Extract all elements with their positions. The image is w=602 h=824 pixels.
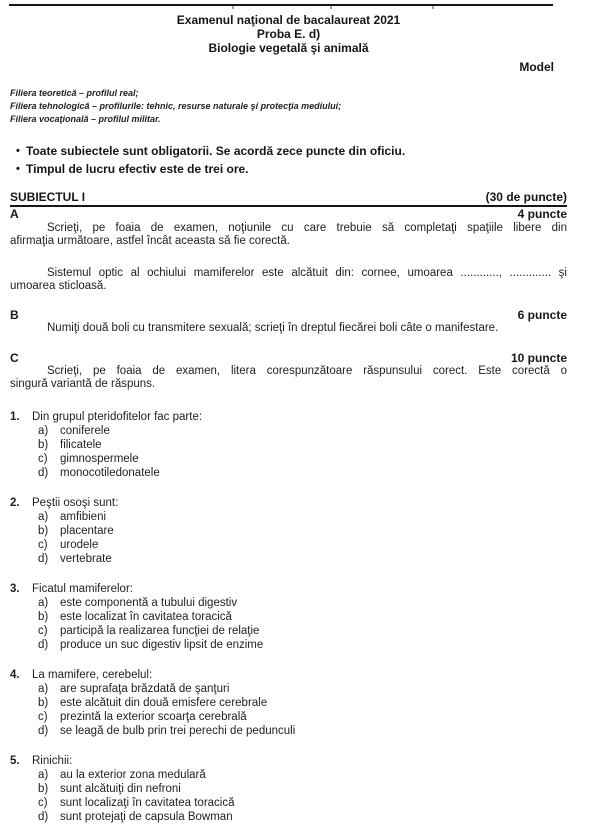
answer-option: [38, 538, 567, 552]
section-c: [10, 352, 567, 391]
paragraph-line: afirmaţia următoare, astfel încât aceasta să fie corectă.: [10, 235, 290, 247]
cropped-text-mark: [330, 6, 332, 9]
answer-option: [38, 552, 567, 566]
option-letter: c): [38, 453, 48, 465]
option-text: gimnospermele: [60, 453, 139, 465]
question-5: [10, 755, 567, 824]
exam-title-line2: Proba E. d): [256, 27, 321, 41]
option-text: prezintă la exterior scoarţa cerebrală: [60, 711, 247, 723]
option-text: vertebrate: [60, 553, 112, 565]
option-text: coniferele: [60, 425, 110, 437]
option-letter: b): [38, 439, 49, 451]
question-number: 5.: [10, 755, 20, 767]
option-letter: a): [38, 425, 49, 437]
answer-option: [38, 438, 567, 452]
section-a-header: [10, 208, 567, 221]
section-a-statement: [10, 267, 567, 293]
paragraph-line: Scrieţi, pe foaia de examen, noţiunile cu care trebuie să completaţi spaţiile libere din: [47, 222, 567, 234]
question-text: Rinichii:: [32, 755, 73, 767]
question-head: [10, 669, 567, 682]
option-text: amfibieni: [60, 511, 107, 523]
option-letter: c): [38, 625, 48, 637]
paragraph-line: Sistemul optic al ochiului mamiferelor este alcătuit din: cornee, umoarea ............, ............. şi: [47, 267, 567, 279]
option-text: sunt alcătuiţi din nefroni: [60, 783, 181, 795]
note-item: [10, 163, 567, 176]
answer-option: [38, 696, 567, 710]
question-2: [10, 497, 567, 566]
answer-option: [38, 424, 567, 438]
subject-points: (30 de puncte): [485, 190, 567, 204]
paragraph-line: singură variantă de răspuns.: [10, 378, 156, 390]
option-letter: b): [38, 783, 49, 795]
filiera-block: [10, 87, 567, 126]
question-head: [10, 497, 567, 510]
option-text: placentare: [60, 525, 114, 537]
multiple-choice-questions: [10, 411, 567, 824]
option-letter: d): [38, 639, 49, 651]
section-b-points: 6 puncte: [517, 308, 567, 322]
cropped-text-mark: [432, 6, 434, 9]
subject-header: [10, 191, 567, 207]
top-divider-rule: [9, 4, 553, 6]
answer-option: [38, 638, 567, 652]
option-letter: a): [38, 683, 49, 695]
paragraph-line: Scrieţi, pe foaia de examen, litera corespunzătoare răspunsului corect. Este corectă o: [47, 365, 567, 377]
note-item: [10, 145, 567, 158]
option-text: sunt localizaţi în cavitatea toracică: [60, 797, 235, 809]
answer-option: [38, 452, 567, 466]
question-head: [10, 755, 567, 768]
filiera-line-3: Filiera vocaţională – profilul militar.: [10, 114, 161, 124]
question-text: La mamifere, cerebelul:: [32, 669, 153, 681]
answer-option: [38, 524, 567, 538]
paragraph-line: Numiţi două boli cu transmitere sexuală; scrieţi în dreptul fiecărei boli câte o manifestare.: [47, 322, 499, 334]
option-text: este alcătuit din două emisfere cerebrale: [60, 697, 268, 709]
option-letter: a): [38, 511, 49, 523]
subject-title: SUBIECTUL I: [10, 190, 86, 204]
answer-option: [38, 510, 567, 524]
section-b: [10, 309, 567, 335]
answer-option: [38, 768, 567, 782]
question-text: Din grupul pteridofitelor fac parte:: [32, 411, 203, 423]
option-letter: c): [38, 797, 48, 809]
option-text: monocotiledonatele: [60, 467, 160, 479]
note-text: Timpul de lucru efectiv este de trei ore.: [26, 162, 249, 176]
section-b-label: B: [10, 308, 19, 322]
option-text: sunt protejaţi de capsula Bowman: [60, 811, 233, 823]
section-b-header: [10, 309, 567, 322]
answer-option: [38, 782, 567, 796]
option-letter: d): [38, 811, 49, 823]
question-number: 2.: [10, 497, 20, 509]
option-letter: a): [38, 597, 49, 609]
option-letter: b): [38, 697, 49, 709]
answer-option: [38, 596, 567, 610]
question-text: Ficatul mamiferelor:: [32, 583, 133, 595]
option-text: se leagă de bulb prin trei perechi de pedunculi: [60, 725, 296, 737]
option-text: participă la realizarea funcţiei de relaţie: [60, 625, 260, 637]
model-label: Model: [519, 60, 554, 74]
general-notes: [10, 145, 567, 176]
filiera-line-1: Filiera teoretică – profilul real;: [10, 88, 139, 98]
option-text: este localizat în cavitatea toracică: [60, 611, 232, 623]
section-a-points: 4 puncte: [517, 207, 567, 221]
question-head: [10, 583, 567, 596]
answer-option: [38, 710, 567, 724]
question-number: 3.: [10, 583, 20, 595]
bullet-icon: •: [16, 145, 20, 157]
option-letter: c): [38, 539, 48, 551]
option-text: filicatele: [60, 439, 102, 451]
question-text: Peştii osoşi sunt:: [32, 497, 119, 509]
section-c-points: 10 puncte: [510, 351, 567, 365]
question-number: 1.: [10, 411, 20, 423]
question-4: [10, 669, 567, 738]
answer-option: [38, 796, 567, 810]
option-text: are suprafaţa brăzdată de şanţuri: [60, 683, 230, 695]
section-b-paragraph: [10, 322, 567, 335]
question-number: 4.: [10, 669, 20, 681]
answer-option: [38, 466, 567, 480]
cropped-text-mark: [232, 6, 234, 9]
answer-option: [38, 682, 567, 696]
answer-option: [38, 810, 567, 824]
option-letter: a): [38, 769, 49, 781]
question-1: [10, 411, 567, 480]
question-head: [10, 411, 567, 424]
option-letter: d): [38, 467, 49, 479]
section-c-label: C: [10, 351, 19, 365]
option-text: au la exterior zona medulară: [60, 769, 206, 781]
option-letter: d): [38, 725, 49, 737]
answer-option: [38, 724, 567, 738]
section-a-label: A: [10, 207, 19, 221]
option-letter: d): [38, 553, 49, 565]
note-text: Toate subiectele sunt obligatorii. Se acordă zece puncte din oficiu.: [26, 144, 406, 158]
section-c-header: [10, 352, 567, 365]
option-text: produce un suc digestiv lipsit de enzime: [60, 639, 264, 651]
section-a-paragraph: [10, 222, 567, 248]
exam-title-line3: Biologie vegetală şi animală: [208, 41, 369, 55]
option-text: urodele: [60, 539, 99, 551]
option-letter: b): [38, 525, 49, 537]
answer-option: [38, 610, 567, 624]
option-letter: b): [38, 611, 49, 623]
answer-option: [38, 624, 567, 638]
section-c-paragraph: [10, 365, 567, 391]
exam-title-line1: Examenul naţional de bacalaureat 2021: [176, 13, 401, 27]
bullet-icon: •: [16, 163, 20, 175]
paragraph-line: umoarea sticloasă.: [10, 280, 107, 292]
option-text: este componentă a tubului digestiv: [60, 597, 238, 609]
option-letter: c): [38, 711, 48, 723]
filiera-line-2: Filiera tehnologică – profilurile: tehnic, resurse naturale şi protecţia mediului;: [10, 101, 342, 111]
question-3: [10, 583, 567, 652]
